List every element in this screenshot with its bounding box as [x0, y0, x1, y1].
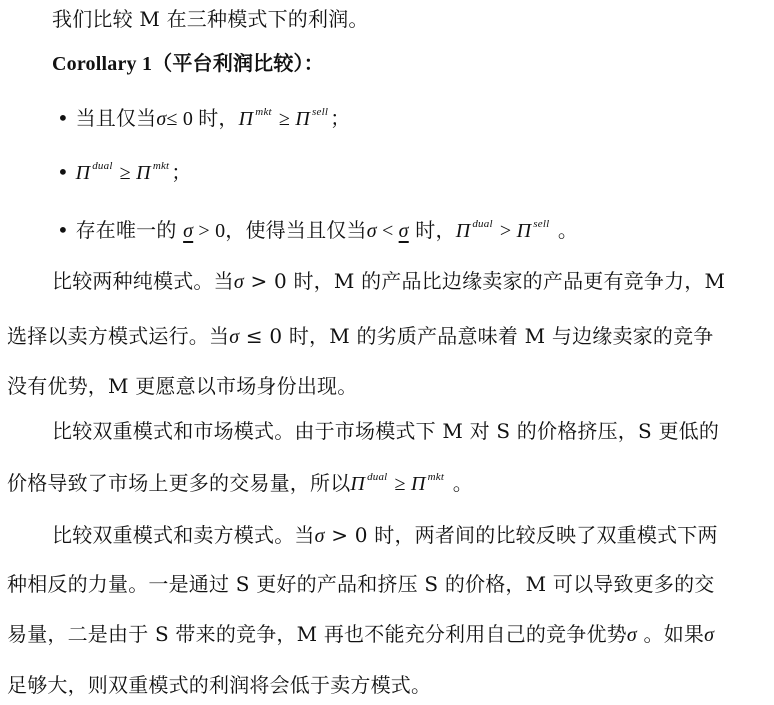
- pi-symbol: Π: [350, 473, 366, 495]
- sigma-threshold-symbol: σ: [183, 220, 194, 242]
- pi-superscript: dual: [472, 218, 493, 230]
- sigma-symbol: σ: [626, 624, 637, 646]
- intro-paragraph: [52, 5, 369, 33]
- sigma-symbol: σ: [314, 525, 325, 547]
- corollary-heading: [52, 49, 324, 78]
- para-text: 。如果: [636, 622, 705, 646]
- paragraph-2-line-1: [52, 417, 719, 445]
- corollary-item-3: [57, 210, 578, 245]
- pi-superscript: mkt: [152, 160, 170, 172]
- pi-symbol: Π: [75, 162, 91, 184]
- para-text: 种相反的力量。一是通过 S 更好的产品和挤压 S 的价格，M 可以导致更多的交: [7, 572, 715, 596]
- paragraph-3-line-4: [7, 671, 431, 699]
- pi-symbol: Π: [295, 108, 311, 130]
- bullet-marker: •: [57, 160, 69, 184]
- sigma-symbol: σ: [704, 624, 715, 646]
- paragraph-1-line-1: [52, 267, 725, 296]
- item-text: 。: [551, 218, 579, 242]
- para-text: ≤ 0 时，M 的劣质产品意味着 M 与边缘卖家的竞争: [239, 324, 714, 348]
- bullet-marker: •: [57, 106, 69, 130]
- item-text: ；: [171, 160, 192, 184]
- pi-symbol: Π: [516, 220, 532, 242]
- para-text: 足够大，则双重模式的利润将会低于卖方模式。: [7, 673, 432, 697]
- corollary-title: （平台利润比较）：: [152, 51, 324, 75]
- relation-symbol: ≥: [273, 108, 296, 130]
- sigma-symbol: σ: [366, 220, 377, 242]
- para-text: > 0 时，M 的产品比边缘卖家的产品更有竞争力，M: [243, 269, 726, 293]
- relation-symbol: <: [376, 220, 399, 242]
- sigma-symbol: σ: [233, 271, 244, 293]
- sigma-symbol: σ: [156, 108, 167, 130]
- para-text: 易量，二是由于 S 带来的竞争，M 再也不能充分利用自己的竞争优势: [7, 622, 627, 646]
- sigma-symbol: σ: [229, 326, 240, 348]
- para-text: 价格导致了市场上更多的交易量，所以: [7, 471, 351, 495]
- item-text: 存在唯一的: [75, 218, 184, 242]
- item-text: ≤ 0 时，: [166, 108, 239, 130]
- para-text: 没有优势，M 更愿意以市场身份出现。: [7, 374, 358, 398]
- paragraph-2-line-2: [7, 463, 473, 498]
- intro-text: 我们比较 M 在三种模式下的利润。: [52, 7, 369, 31]
- item-text: > 0，使得当且仅当: [193, 220, 367, 242]
- paragraph-3-line-2: [7, 570, 714, 598]
- corollary-label: Corollary 1: [52, 53, 153, 75]
- relation-symbol: >: [494, 220, 517, 242]
- pi-symbol: Π: [411, 473, 426, 495]
- pi-superscript: dual: [92, 160, 113, 172]
- paragraph-1-line-3: [7, 372, 357, 400]
- bullet-marker: •: [57, 218, 69, 242]
- relation-symbol: ≥: [389, 473, 411, 495]
- pi-symbol: Π: [136, 162, 151, 184]
- para-text: 比较双重模式和卖方模式。当: [52, 523, 315, 547]
- corollary-item-2: [57, 152, 192, 187]
- para-text: 比较两种纯模式。当: [52, 269, 234, 293]
- para-text: 选择以卖方模式运行。当: [7, 324, 230, 348]
- item-text: 当且仅当: [75, 106, 157, 130]
- para-text: > 0 时，两者间的比较反映了双重模式下两: [324, 523, 718, 547]
- pi-superscript: sell: [533, 218, 550, 230]
- para-text: 。: [446, 471, 473, 495]
- item-text: 时，: [408, 218, 456, 242]
- paragraph-1-line-2: [7, 322, 713, 351]
- pi-superscript: mkt: [427, 471, 445, 483]
- para-text: 比较双重模式和市场模式。由于市场模式下 M 对 S 的价格挤压，S 更低的: [52, 419, 720, 443]
- pi-superscript: mkt: [255, 106, 272, 118]
- item-text: ；: [330, 106, 351, 130]
- pi-superscript: dual: [367, 471, 388, 483]
- pi-superscript: sell: [312, 106, 329, 118]
- pi-symbol: Π: [455, 220, 471, 242]
- paragraph-3-line-3: [7, 620, 714, 649]
- relation-symbol: ≥: [114, 162, 137, 184]
- pi-symbol: Π: [238, 108, 254, 130]
- paragraph-3-line-1: [52, 521, 718, 550]
- sigma-threshold-symbol: σ: [398, 220, 409, 242]
- corollary-item-1: [57, 98, 350, 133]
